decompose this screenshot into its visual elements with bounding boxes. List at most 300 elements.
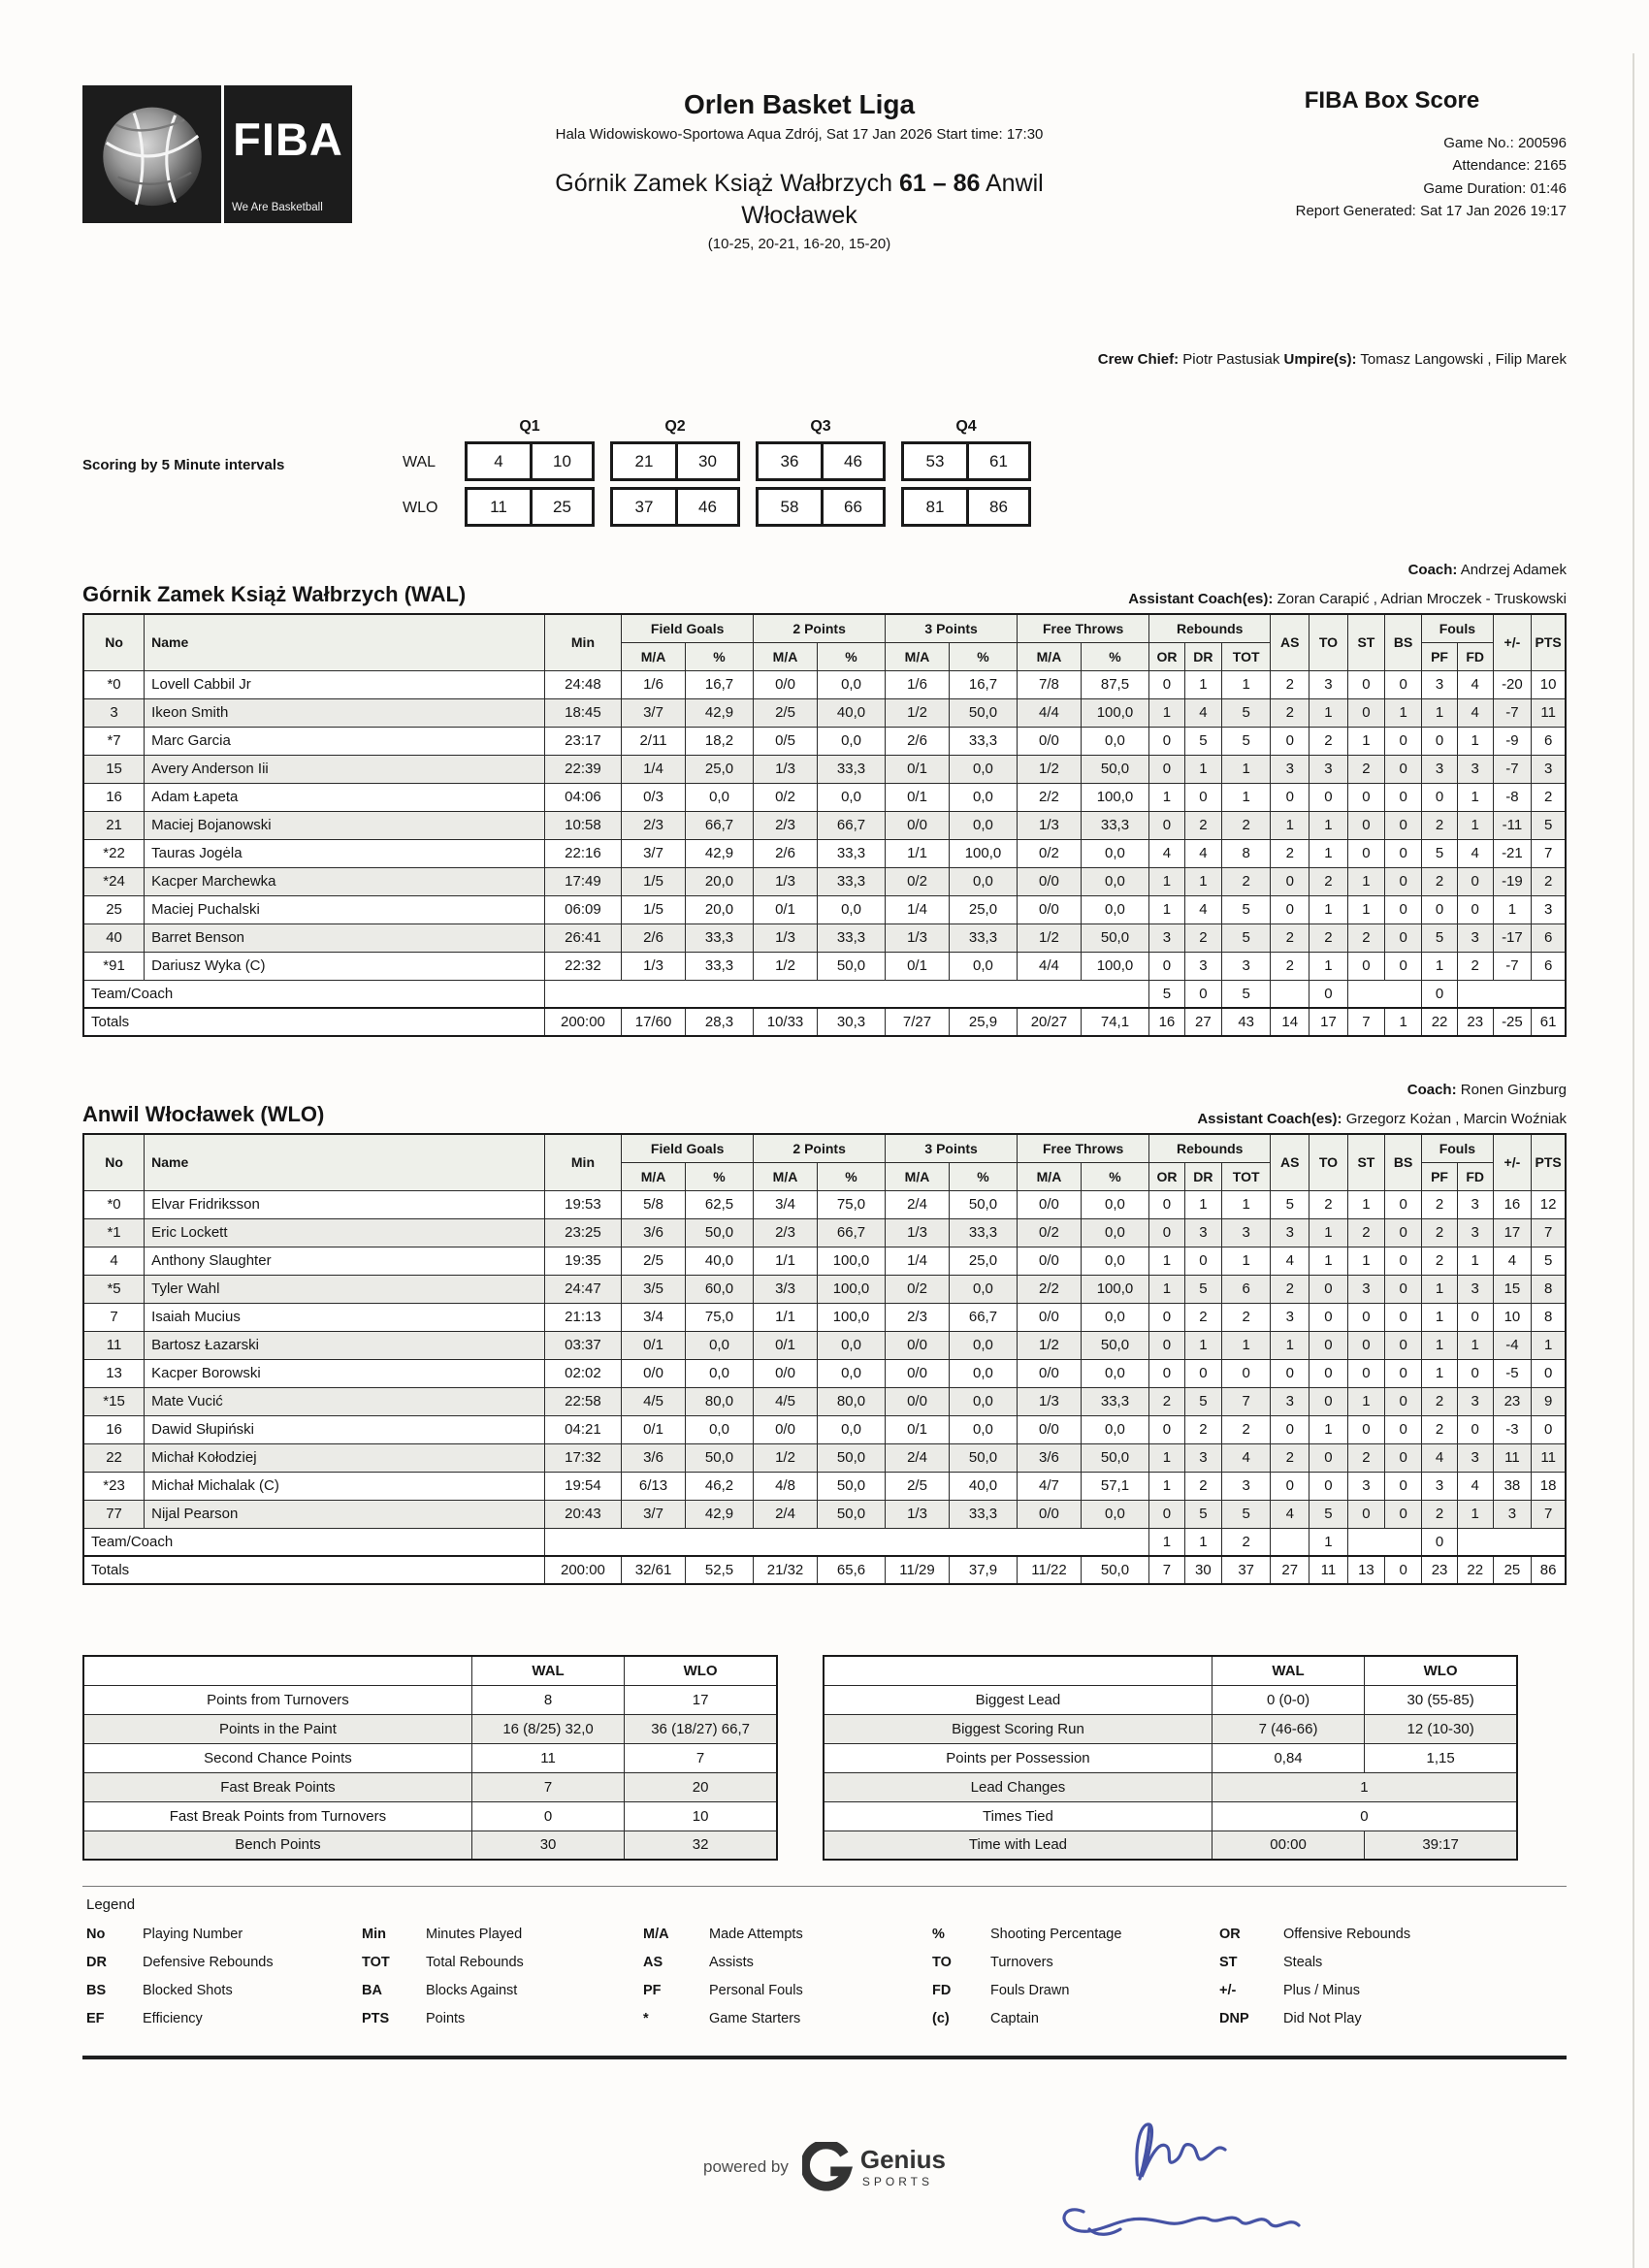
stat-cell: 1/3 bbox=[754, 867, 818, 895]
stat-cell: 0 bbox=[1385, 1387, 1422, 1415]
player-name: Dariusz Wyka (C) bbox=[145, 952, 545, 980]
quarter-scores: (10-25, 20-21, 16-20, 15-20) bbox=[707, 236, 891, 252]
legend-desc: Defensive Rebounds bbox=[143, 1955, 274, 1970]
stat-cell: 3 bbox=[1347, 1472, 1384, 1500]
stat-cell: 50,0 bbox=[1081, 1443, 1148, 1472]
stat-cell: 1 bbox=[1457, 1247, 1493, 1275]
player-no: *22 bbox=[83, 839, 145, 867]
stat-cell: 2 bbox=[1422, 1387, 1458, 1415]
stat-cell: 17:49 bbox=[544, 867, 621, 895]
stat-cell: 5 bbox=[1532, 1247, 1566, 1275]
summary-value: 0,84 bbox=[1212, 1743, 1364, 1772]
stat-cell: 38 bbox=[1493, 1472, 1532, 1500]
col-sub: M/A bbox=[622, 642, 686, 670]
col-sub: FD bbox=[1457, 642, 1493, 670]
stat-cell: 3/3 bbox=[754, 1275, 818, 1303]
stat-cell: 40,0 bbox=[817, 698, 885, 727]
stat-cell: 0,0 bbox=[949, 811, 1017, 839]
stat-cell: 27 bbox=[1271, 1556, 1310, 1584]
player-name: Kacper Marchewka bbox=[145, 867, 545, 895]
stat-cell: 0,0 bbox=[817, 1415, 885, 1443]
team-title-wlo: Anwil Włocławek (WLO) bbox=[82, 1102, 325, 1126]
interval-team-code: WAL bbox=[403, 453, 436, 470]
stat-cell: 8 bbox=[1532, 1303, 1566, 1331]
stat-cell: 0 bbox=[1271, 1472, 1310, 1500]
stat-cell: 3 bbox=[1271, 1218, 1310, 1247]
stat-cell: 2 bbox=[1532, 783, 1566, 811]
referee-signature bbox=[1033, 2115, 1363, 2265]
stat-cell: 0 bbox=[1271, 1359, 1310, 1387]
stat-cell: 0/0 bbox=[1018, 1359, 1082, 1387]
stat-cell: 0,0 bbox=[949, 952, 1017, 980]
stat-cell: 1 bbox=[1347, 1190, 1384, 1218]
stat-cell: 1 bbox=[1149, 1443, 1185, 1472]
totals-row bbox=[83, 1008, 1566, 1036]
stat-cell: 33,3 bbox=[949, 1218, 1017, 1247]
stat-cell: 11 bbox=[1532, 698, 1566, 727]
stat-cell: 0,0 bbox=[817, 1331, 885, 1359]
stat-cell: 2/5 bbox=[622, 1247, 686, 1275]
interval-score: 4 bbox=[494, 451, 503, 470]
stat-cell: 74,1 bbox=[1081, 1008, 1148, 1036]
stat-cell: 0/3 bbox=[622, 783, 686, 811]
stat-cell: 18,2 bbox=[685, 727, 753, 755]
legend-desc: Turnovers bbox=[990, 1955, 1053, 1970]
col-fouls: Fouls bbox=[1422, 614, 1493, 642]
summary-value: 0 bbox=[471, 1801, 624, 1831]
stat-cell: 3/6 bbox=[622, 1443, 686, 1472]
player-no: 40 bbox=[83, 923, 145, 952]
summary-col-header: WLO bbox=[625, 1656, 777, 1685]
stat-cell: 30 bbox=[1184, 1556, 1221, 1584]
summary-row bbox=[83, 1743, 777, 1772]
player-name: Bartosz Łazarski bbox=[145, 1331, 545, 1359]
quarter-label: Q4 bbox=[955, 418, 977, 435]
stat-cell: 1/3 bbox=[1018, 811, 1082, 839]
stat-cell: 100,0 bbox=[1081, 1275, 1148, 1303]
stat-cell: 2 bbox=[1271, 952, 1310, 980]
stat-cell: 23 bbox=[1493, 1387, 1532, 1415]
stat-cell: 06:09 bbox=[544, 895, 621, 923]
stat-cell: 0 bbox=[1184, 783, 1221, 811]
stat-cell: 62,5 bbox=[685, 1190, 753, 1218]
col-name: Name bbox=[145, 1134, 545, 1190]
stat-cell: 0,0 bbox=[817, 783, 885, 811]
player-name: Mate Vucić bbox=[145, 1387, 545, 1415]
game-meta bbox=[1246, 132, 1567, 222]
stat-cell: 0 bbox=[1422, 727, 1458, 755]
summary-label: Fast Break Points from Turnovers bbox=[83, 1801, 471, 1831]
stat-cell: 0 bbox=[1347, 698, 1384, 727]
player-no: 25 bbox=[83, 895, 145, 923]
col-sub: TOT bbox=[1221, 1162, 1270, 1190]
stat-cell: 1 bbox=[1149, 895, 1185, 923]
stat-cell: 2 bbox=[1310, 1190, 1348, 1218]
stat-cell: 25,0 bbox=[949, 1247, 1017, 1275]
stat-cell: 0 bbox=[1457, 867, 1493, 895]
stat-cell: 5 bbox=[1184, 727, 1221, 755]
stat-cell: 40,0 bbox=[949, 1472, 1017, 1500]
stat-cell: 1 bbox=[1422, 1331, 1458, 1359]
stat-cell: 0 bbox=[1149, 1303, 1185, 1331]
stat-cell: 0/0 bbox=[754, 1415, 818, 1443]
stat-cell: 0 bbox=[1385, 1472, 1422, 1500]
stat-cell: 1/3 bbox=[886, 1500, 950, 1528]
fiba-wordmark bbox=[224, 85, 352, 223]
stat-cell: 42,9 bbox=[685, 1500, 753, 1528]
team-section-wal bbox=[82, 562, 1567, 1037]
stat-cell: 24:48 bbox=[544, 670, 621, 698]
summary-row bbox=[83, 1772, 777, 1801]
summary-value: 00:00 bbox=[1212, 1831, 1364, 1860]
stat-cell: 2 bbox=[1221, 867, 1270, 895]
legend-abbr: OR bbox=[1219, 1927, 1241, 1942]
stat-cell: 1/1 bbox=[886, 839, 950, 867]
stat-cell: 1/6 bbox=[886, 670, 950, 698]
player-name: Lovell Cabbil Jr bbox=[145, 670, 545, 698]
stat-cell: 3 bbox=[1184, 1443, 1221, 1472]
team-title-wal: Górnik Zamek Książ Wałbrzych (WAL) bbox=[82, 582, 467, 606]
stat-cell: 0/0 bbox=[886, 1387, 950, 1415]
stat-cell: 2/4 bbox=[886, 1190, 950, 1218]
stat-cell: 1 bbox=[1149, 1472, 1185, 1500]
stat-cell: 23:25 bbox=[544, 1218, 621, 1247]
stat-cell: 22:58 bbox=[544, 1387, 621, 1415]
stat-cell: 0 bbox=[1347, 670, 1384, 698]
quarter-label: Q1 bbox=[519, 418, 540, 435]
col-no: No bbox=[83, 614, 145, 670]
stat-cell: 3 bbox=[1221, 952, 1270, 980]
stat-cell: 11 bbox=[1493, 1443, 1532, 1472]
summary-label: Biggest Scoring Run bbox=[824, 1714, 1212, 1743]
player-no: *23 bbox=[83, 1472, 145, 1500]
player-row bbox=[83, 1415, 1566, 1443]
stat-cell: 87,5 bbox=[1081, 670, 1148, 698]
player-name: Nijal Pearson bbox=[145, 1500, 545, 1528]
stat-cell: 7 bbox=[1532, 1500, 1566, 1528]
intervals-grid bbox=[403, 418, 1047, 527]
stat-cell: 0/1 bbox=[754, 895, 818, 923]
stat-cell: 0 bbox=[1457, 1359, 1493, 1387]
stat-cell: 21/32 bbox=[754, 1556, 818, 1584]
stat-cell: 0/0 bbox=[1018, 1415, 1082, 1443]
player-no: 4 bbox=[83, 1247, 145, 1275]
stat-cell: 0,0 bbox=[1081, 1247, 1148, 1275]
stat-cell: 0/2 bbox=[754, 783, 818, 811]
legend-abbr: M/A bbox=[643, 1927, 669, 1942]
stat-cell: 0 bbox=[1149, 952, 1185, 980]
stat-cell: 5 bbox=[1184, 1387, 1221, 1415]
stat-cell: 4 bbox=[1457, 698, 1493, 727]
stat-cell: 66,7 bbox=[685, 811, 753, 839]
col-sub: PF bbox=[1422, 1162, 1458, 1190]
stat-cell: 1/2 bbox=[1018, 1331, 1082, 1359]
summary-header-row bbox=[824, 1656, 1517, 1685]
team-head-row bbox=[82, 1102, 1567, 1127]
stat-cell: 1 bbox=[1149, 1247, 1185, 1275]
stat-cell: 1/2 bbox=[886, 698, 950, 727]
stat-cell: 1 bbox=[1422, 698, 1458, 727]
interval-score: 81 bbox=[925, 497, 945, 516]
stat-cell: 4 bbox=[1457, 1472, 1493, 1500]
col-name: Name bbox=[145, 614, 545, 670]
stat-cell: 2 bbox=[1184, 1415, 1221, 1443]
stat-cell: 4/4 bbox=[1018, 698, 1082, 727]
stat-cell: 16,7 bbox=[949, 670, 1017, 698]
stat-cell: 50,0 bbox=[1081, 755, 1148, 783]
player-no: *7 bbox=[83, 727, 145, 755]
summary-label: Time with Lead bbox=[824, 1831, 1212, 1860]
interval-score: 61 bbox=[966, 444, 1028, 478]
stat-cell: 1 bbox=[1457, 811, 1493, 839]
stat-cell: 5 bbox=[1532, 811, 1566, 839]
stat-cell: 25,0 bbox=[949, 895, 1017, 923]
stat-cell: 0,0 bbox=[817, 727, 885, 755]
stat-cell: 0 bbox=[1385, 895, 1422, 923]
col-3points: 3 Points bbox=[886, 1134, 1018, 1162]
stat-cell: 0,0 bbox=[949, 755, 1017, 783]
stat-cell: 2 bbox=[1422, 1190, 1458, 1218]
stat-cell: 2 bbox=[1422, 1247, 1458, 1275]
summary-row bbox=[824, 1743, 1517, 1772]
stat-cell: 0 bbox=[1310, 1275, 1348, 1303]
stat-cell: 1 bbox=[1457, 1331, 1493, 1359]
stat-cell: 6 bbox=[1532, 923, 1566, 952]
stat-cell: 0 bbox=[1385, 1500, 1422, 1528]
stat-cell: 0 bbox=[1347, 811, 1384, 839]
stat-cell: 16 bbox=[1493, 1190, 1532, 1218]
stat-cell: 33,3 bbox=[1081, 1387, 1148, 1415]
stat-cell: 3 bbox=[1457, 923, 1493, 952]
stat-cell: 1 bbox=[1149, 1275, 1185, 1303]
stat-cell: 1 bbox=[1310, 1415, 1348, 1443]
stat-cell: 1/3 bbox=[1018, 1387, 1082, 1415]
summary-value: 20 bbox=[625, 1772, 777, 1801]
stat-cell: 2 bbox=[1347, 755, 1384, 783]
legend-desc: Steals bbox=[1283, 1955, 1323, 1970]
stat-cell: 1 bbox=[1422, 1359, 1458, 1387]
col-field-goals: Field Goals bbox=[622, 1134, 754, 1162]
stat-cell: 0 bbox=[1310, 1443, 1348, 1472]
stat-cell: 1 bbox=[1221, 1247, 1270, 1275]
stat-cell: 03:37 bbox=[544, 1331, 621, 1359]
col-plusminus: +/- bbox=[1493, 614, 1532, 670]
stat-cell: 0 bbox=[1532, 1359, 1566, 1387]
table-header bbox=[83, 614, 1566, 670]
summary-row bbox=[83, 1685, 777, 1714]
stat-cell: 1 bbox=[1184, 867, 1221, 895]
stat-cell: -21 bbox=[1493, 839, 1532, 867]
coach-line: Coach: Andrzej Adamek bbox=[1407, 562, 1567, 578]
stat-cell: 40,0 bbox=[685, 1247, 753, 1275]
player-no: *1 bbox=[83, 1218, 145, 1247]
player-no: 21 bbox=[83, 811, 145, 839]
stat-cell: 0/1 bbox=[622, 1415, 686, 1443]
col-min: Min bbox=[544, 1134, 621, 1190]
col-turnovers: TO bbox=[1310, 614, 1348, 670]
stat-cell: 3 bbox=[1184, 952, 1221, 980]
stat-cell: 17 bbox=[1493, 1218, 1532, 1247]
team-coach-label: Team/Coach bbox=[83, 1528, 544, 1556]
stat-cell: 2 bbox=[1184, 1472, 1221, 1500]
stat-cell: 0,0 bbox=[1081, 1190, 1148, 1218]
stat-cell: 86 bbox=[1532, 1556, 1566, 1584]
matchup-score-line bbox=[528, 168, 1071, 231]
player-no: 13 bbox=[83, 1359, 145, 1387]
player-name: Anthony Slaughter bbox=[145, 1247, 545, 1275]
legend-abbr: * bbox=[643, 2011, 649, 2026]
player-row bbox=[83, 1303, 1566, 1331]
col-steals: ST bbox=[1347, 1134, 1384, 1190]
stat-cell: 0 bbox=[1532, 1415, 1566, 1443]
legend-abbr: BS bbox=[86, 1983, 107, 1998]
stat-cell: -9 bbox=[1493, 727, 1532, 755]
stat-cell: 17:32 bbox=[544, 1443, 621, 1472]
summary-row bbox=[824, 1714, 1517, 1743]
legend-desc: Blocked Shots bbox=[143, 1983, 233, 1998]
stat-cell: 1 bbox=[1457, 1500, 1493, 1528]
stat-cell: 0 bbox=[1385, 839, 1422, 867]
stat-cell: 7 bbox=[1532, 839, 1566, 867]
intervals-label: Scoring by 5 Minute intervals bbox=[82, 457, 285, 473]
legend-desc: Total Rebounds bbox=[426, 1955, 524, 1970]
stat-cell: 0,0 bbox=[685, 1359, 753, 1387]
stat-cell: 50,0 bbox=[817, 952, 885, 980]
stat-cell: 50,0 bbox=[817, 1500, 885, 1528]
stat-cell: 42,9 bbox=[685, 698, 753, 727]
stat-cell: 23 bbox=[1457, 1008, 1493, 1036]
stat-cell: 02:02 bbox=[544, 1359, 621, 1387]
stat-cell: 65,6 bbox=[817, 1556, 885, 1584]
stat-cell: 2 bbox=[1310, 727, 1348, 755]
legend-abbr: BA bbox=[362, 1983, 382, 1998]
summary-col-header: WAL bbox=[471, 1656, 624, 1685]
stat-cell: 1 bbox=[1149, 698, 1185, 727]
totals-label: Totals bbox=[83, 1008, 544, 1036]
summary-header-row bbox=[83, 1656, 777, 1685]
stat-cell: 2 bbox=[1184, 811, 1221, 839]
stat-cell: 0/0 bbox=[1018, 1500, 1082, 1528]
stat-cell: 50,0 bbox=[949, 1190, 1017, 1218]
stat-cell: 1 bbox=[1184, 1331, 1221, 1359]
legend-desc: Assists bbox=[709, 1955, 754, 1970]
summary-value: 12 (10-30) bbox=[1365, 1714, 1517, 1743]
stat-cell: 0/0 bbox=[754, 1359, 818, 1387]
stat-cell: 2 bbox=[1149, 1387, 1185, 1415]
stat-cell: 0 bbox=[1385, 1331, 1422, 1359]
stat-cell: 52,5 bbox=[685, 1556, 753, 1584]
stat-cell: 0 bbox=[1184, 980, 1221, 1008]
col-blocks: BS bbox=[1385, 1134, 1422, 1190]
stat-cell: 2 bbox=[1422, 1218, 1458, 1247]
summary-label: Points in the Paint bbox=[83, 1714, 471, 1743]
summary-row bbox=[824, 1801, 1517, 1831]
interval-score: 58 bbox=[780, 497, 799, 516]
stat-cell: 20,0 bbox=[685, 867, 753, 895]
stat-cell: 0 bbox=[1184, 1247, 1221, 1275]
stat-cell: 8 bbox=[1221, 839, 1270, 867]
stat-cell: 0 bbox=[1385, 755, 1422, 783]
player-name: Adam Łapeta bbox=[145, 783, 545, 811]
summary-value: 0 bbox=[1212, 1801, 1517, 1831]
stat-cell: 5 bbox=[1221, 727, 1270, 755]
col-fouls: Fouls bbox=[1422, 1134, 1493, 1162]
legend-desc: Personal Fouls bbox=[709, 1983, 803, 1998]
stat-cell: 0 bbox=[1385, 1218, 1422, 1247]
stat-cell: 3/7 bbox=[622, 839, 686, 867]
stat-cell: 6 bbox=[1221, 1275, 1270, 1303]
stat-cell: 0/0 bbox=[1018, 1303, 1082, 1331]
stat-cell: 1/3 bbox=[886, 923, 950, 952]
genius-brand-text: Genius bbox=[859, 2144, 947, 2174]
stat-cell: 20:43 bbox=[544, 1500, 621, 1528]
legend-abbr: TO bbox=[932, 1955, 952, 1970]
stat-cell: 1 bbox=[1385, 1008, 1422, 1036]
summary-value: 16 (8/25) 32,0 bbox=[471, 1714, 624, 1743]
stat-cell: 33,3 bbox=[817, 867, 885, 895]
stat-cell: 1 bbox=[1422, 1303, 1458, 1331]
stat-cell: 3/5 bbox=[622, 1275, 686, 1303]
quarter-score-box bbox=[610, 487, 740, 527]
stat-cell: 1/3 bbox=[886, 1218, 950, 1247]
stat-cell: 0/1 bbox=[886, 783, 950, 811]
attendance-line: Attendance: 2165 bbox=[1452, 157, 1567, 175]
player-no: *91 bbox=[83, 952, 145, 980]
interval-row bbox=[403, 487, 1047, 527]
col-sub: M/A bbox=[1018, 1162, 1082, 1190]
stat-cell: 0,0 bbox=[949, 1359, 1017, 1387]
stat-cell: 5 bbox=[1221, 923, 1270, 952]
quarter-score-box bbox=[756, 441, 886, 481]
col-field-goals: Field Goals bbox=[622, 614, 754, 642]
col-sub: % bbox=[685, 642, 753, 670]
interval-score: 36 bbox=[780, 451, 799, 470]
quarter-score-box bbox=[465, 487, 595, 527]
summary-value: 30 (55-85) bbox=[1365, 1685, 1517, 1714]
stat-cell: 2 bbox=[1532, 867, 1566, 895]
stat-cell: 7 bbox=[1532, 1218, 1566, 1247]
quarter-label: Q2 bbox=[664, 418, 686, 435]
legend-desc: Made Attempts bbox=[709, 1927, 803, 1942]
player-row bbox=[83, 952, 1566, 980]
stat-cell: 0 bbox=[1184, 1359, 1221, 1387]
stat-cell: 0 bbox=[1457, 1415, 1493, 1443]
stat-cell: 1 bbox=[1310, 952, 1348, 980]
stat-cell: 0 bbox=[1385, 1556, 1422, 1584]
stat-cell: 43 bbox=[1221, 1008, 1270, 1036]
stat-cell: 0 bbox=[1149, 1190, 1185, 1218]
stat-cell: 4/5 bbox=[622, 1387, 686, 1415]
summary-label: Second Chance Points bbox=[83, 1743, 471, 1772]
stat-cell: 0 bbox=[1385, 1303, 1422, 1331]
player-row bbox=[83, 1387, 1566, 1415]
summary-row bbox=[83, 1831, 777, 1860]
stat-cell: -5 bbox=[1493, 1359, 1532, 1387]
col-free-throws: Free Throws bbox=[1018, 1134, 1149, 1162]
interval-row bbox=[403, 441, 1047, 481]
stat-cell: 19:53 bbox=[544, 1190, 621, 1218]
stat-cell: 5 bbox=[1149, 980, 1185, 1008]
home-team-name: Górnik Zamek Książ Wałbrzych bbox=[555, 170, 893, 197]
stat-cell: 50,0 bbox=[685, 1443, 753, 1472]
genius-g-icon bbox=[802, 2142, 853, 2192]
col-sub: M/A bbox=[886, 1162, 950, 1190]
player-no: *0 bbox=[83, 1190, 145, 1218]
stat-cell: 0 bbox=[1385, 811, 1422, 839]
stat-cell: 3 bbox=[1149, 923, 1185, 952]
col-plusminus: +/- bbox=[1493, 1134, 1532, 1190]
stat-cell: 1/6 bbox=[622, 670, 686, 698]
